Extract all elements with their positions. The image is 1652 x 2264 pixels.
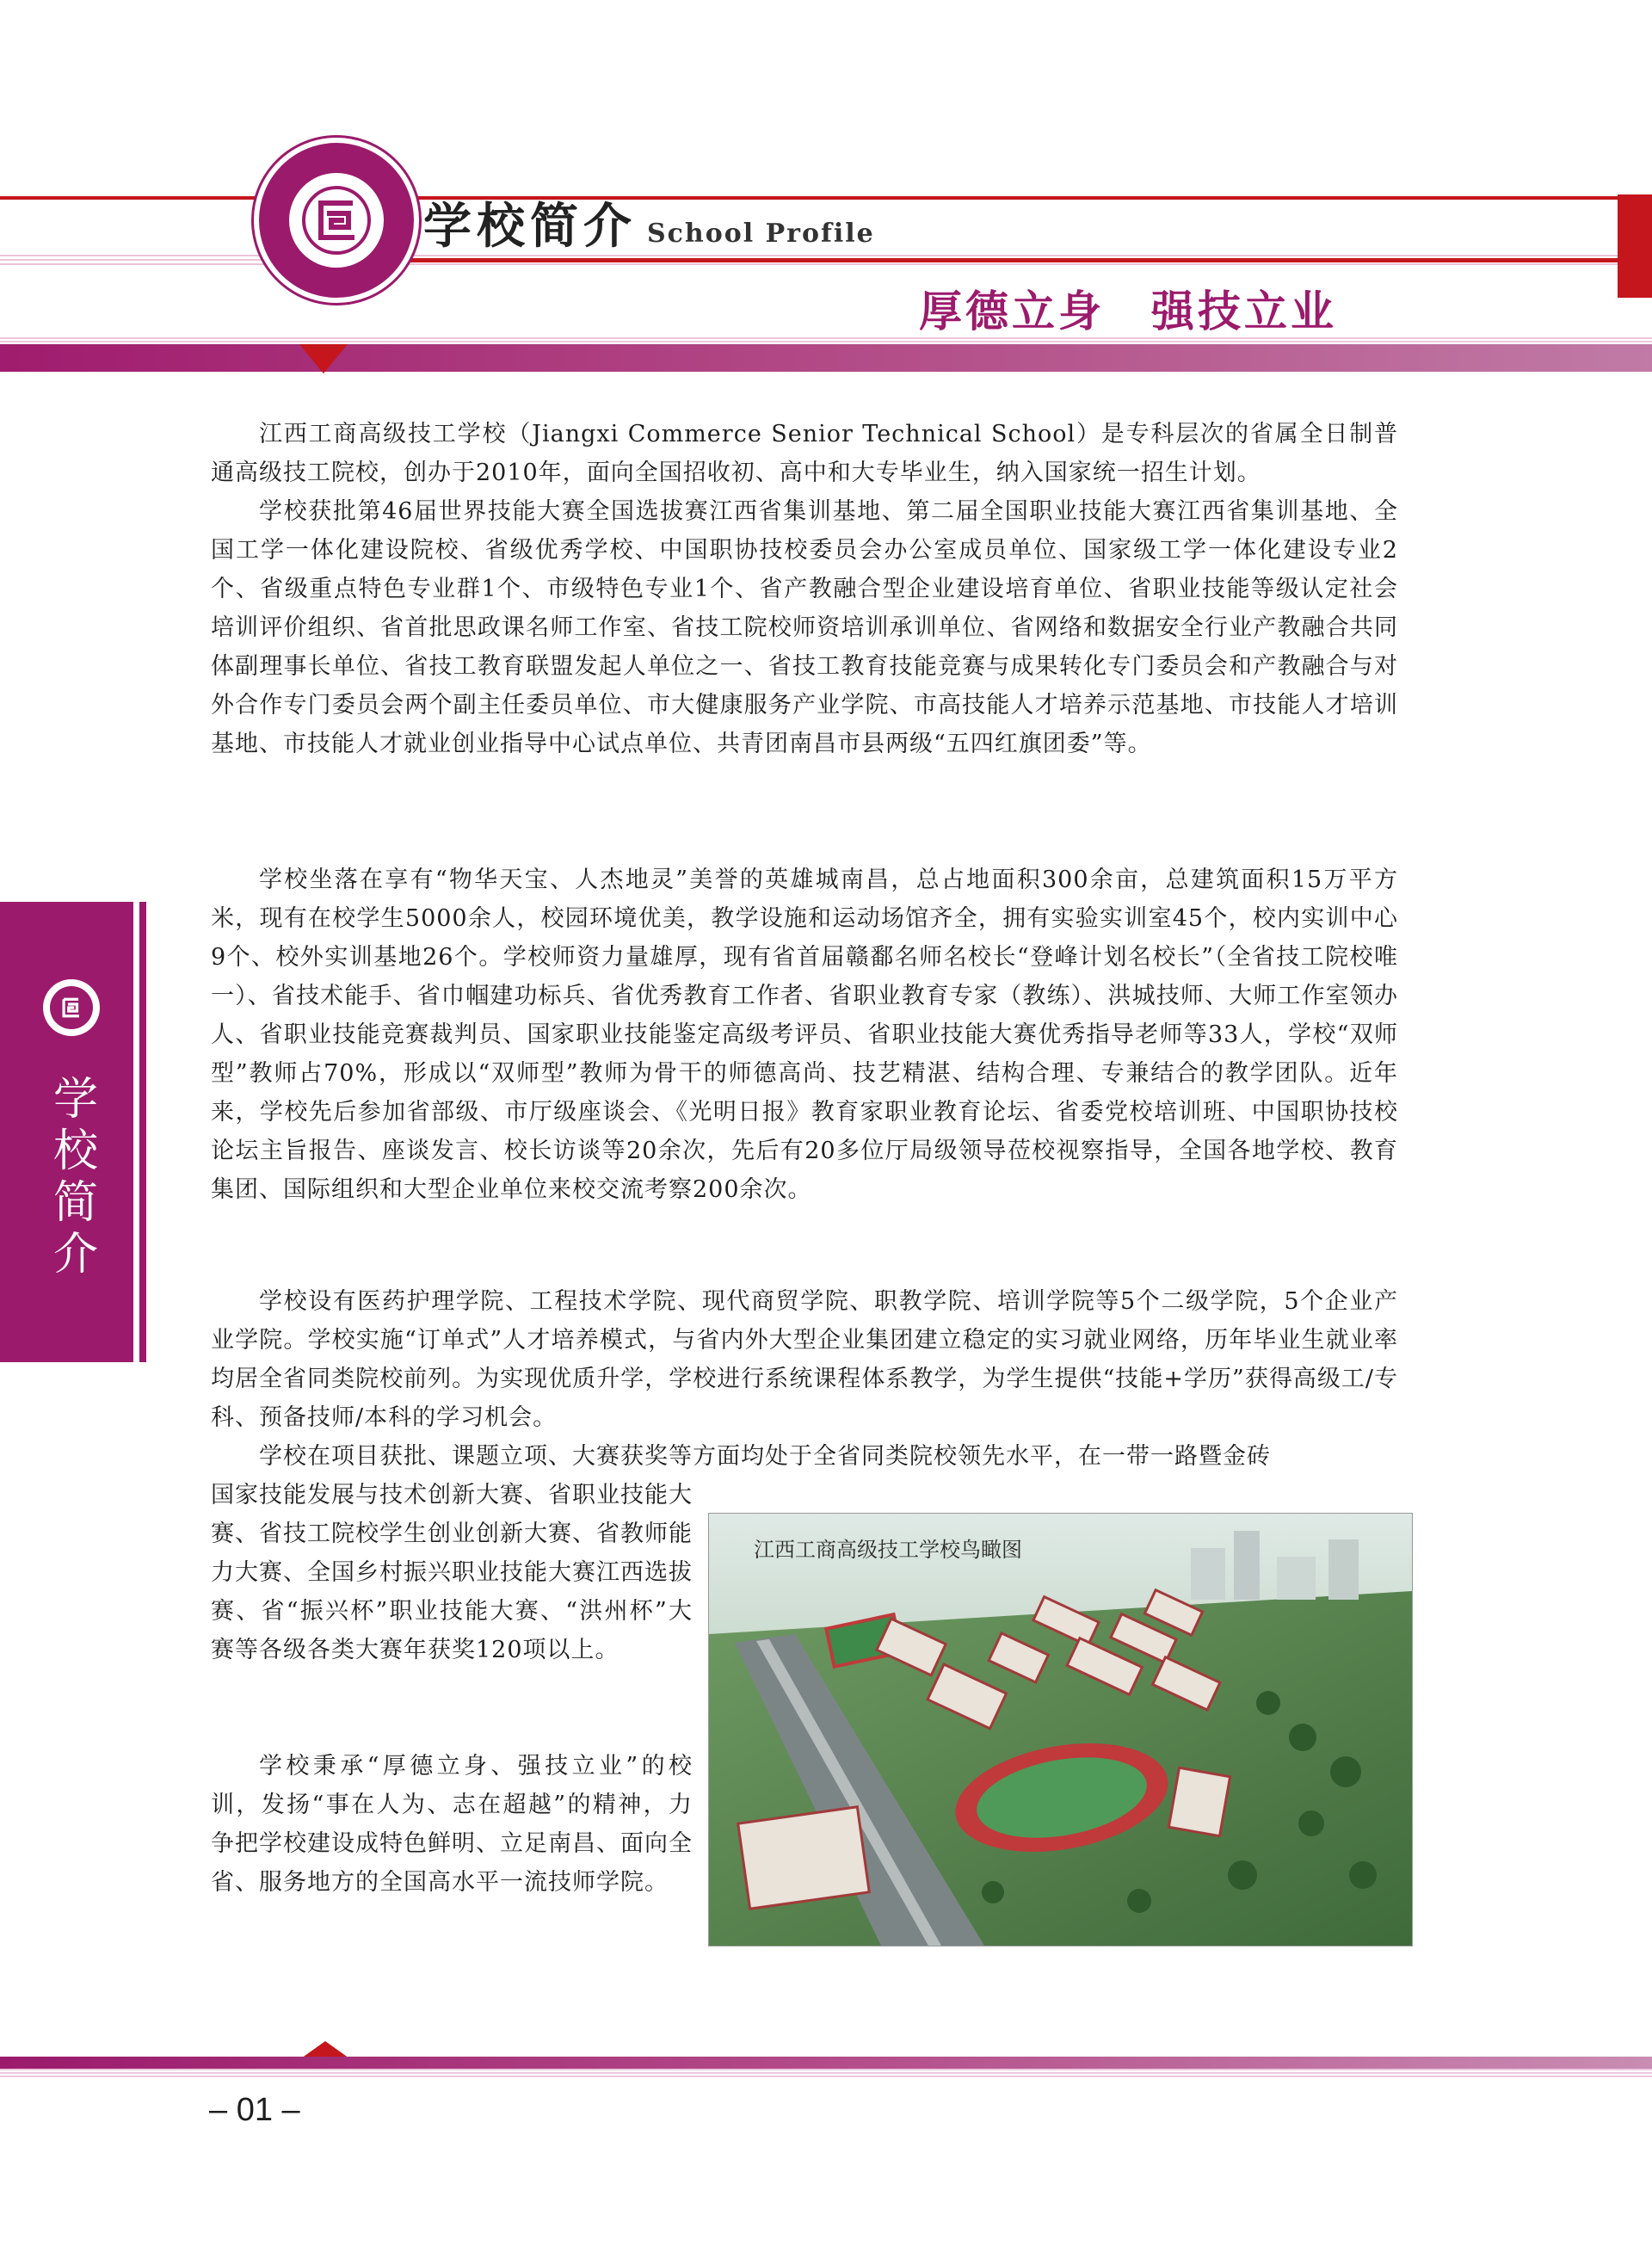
awards-paragraph-continued: 国家技能发展与技术创新大赛、省职业技能大赛、省技工院校学生创业创新大赛、省教师能力大赛、全国乡村振兴职业技能大赛江西选拔赛、省“振兴杯”职业技能大赛、“洪州杯”大赛等各级各类大赛年获奖120项以上。	[211, 1482, 693, 1663]
header-notch	[299, 344, 348, 373]
side-tab-char: 校	[53, 1126, 99, 1177]
campus-aerial-photo	[708, 1513, 1413, 1946]
school-emblem-icon	[57, 993, 86, 1022]
honors-paragraph: 学校获批第46届世界技能大赛全国选拔赛江西省集训基地、第二届全国职业技能大赛江西省集训基地、全国工学一体化建设院校、省级优秀学校、中国职协技校委员会办公室成员单位、国家级工学一体化建设专业2个、省级重点特色专业群1个、市级特色专业1个、省产教融合型企业建设培育单位、省职业技能等级认定社会培训评价组织、省首批思政课名师工作室、省技工院校师资培训承训单位、省网络和数据安全行业产教融合共同体副理事长单位、省技工教育联盟发起人单位之一、省技工教育技能竞赛与成果转化专门委员会和产教融合与对外合作专门委员会两个副主任委员单位、市大健康服务产业学院、市高技能人才培养示范基地、市技能人才培训基地、市技能人才就业创业指导中心试点单位、共青团南昌市县两级“五四红旗团委”等。	[211, 498, 1398, 757]
awards-paragraph-lead: 学校在项目获批、课题立项、大赛获奖等方面均处于全省同类院校领先水平，在一带一路暨金砖	[259, 1443, 1271, 1470]
side-tab-char: 介	[53, 1229, 99, 1280]
side-tab-label	[53, 1074, 99, 1280]
header-title-underline	[404, 258, 1618, 262]
section-title: 学校简介	[423, 198, 637, 255]
header-red-rule	[0, 196, 1652, 200]
campus-faculty-paragraph: 学校坐落在享有“物华天宝、人杰地灵”美誉的英雄城南昌，总占地面积300余亩，总建筑面积15万平方米，现有在校学生5000余人，校园环境优美，教学设施和运动场馆齐全，拥有实验实训室45个，校内实训中心9个、校外实训基地26个。学校师资力量雄厚，现有省首届赣鄱名师名校长“登峰计划名校长”（全省技工院校唯一）、省技术能手、省巾帼建功标兵、省优秀教育工作者、省职业教育专家（教练）、洪城技师、大师工作室领办人、省职业技能竞赛裁判员、国家职业技能鉴定高级考评员、省职业技能大赛优秀指导老师等33人，学校“双师型”教师占70%，形成以“双师型”教师为骨干的师德高尚、技艺精湛、结构合理、专兼结合的教学团队。近年来，学校先后参加省部级、市厅级座谈会、《光明日报》教育家职业教育论坛、省委党校培训班、中国职协技校论坛主旨报告、座谈发言、校长访谈等20余次，先后有20多位厅局级领导莅校视察指导，全国各地学校、教育集团、国际组织和大型企业单位来校交流考察200余次。	[211, 867, 1398, 1203]
header-bottom-stripes	[0, 337, 1652, 344]
school-motto: 厚德立身 强技立业	[919, 286, 1337, 336]
footer-stripes	[0, 2069, 1652, 2077]
page-number: – 01 –	[209, 2092, 300, 2128]
side-tab-char: 学	[53, 1074, 99, 1126]
side-tab-rule	[139, 902, 146, 1362]
motto-paragraph: 学校秉承“厚德立身、强技立业”的校训，发扬“事在人为、志在超越”的精神，力争把学校建设成特色鲜明、立足南昌、面向全省、服务地方的全国高水平一流技师学院。	[211, 1753, 693, 1896]
footer-band	[0, 2057, 1652, 2069]
school-logo-emblem	[289, 173, 384, 268]
school-emblem-icon	[300, 184, 373, 256]
side-tab-char: 简	[53, 1177, 99, 1229]
footer-notch	[301, 2041, 349, 2058]
side-logo-emblem	[50, 986, 93, 1029]
side-tab-logo	[43, 979, 100, 1036]
aerial-photo-caption: 江西工商高级技工学校鸟瞰图	[754, 1538, 1022, 1562]
school-logo	[254, 138, 419, 303]
intro-paragraph: 江西工商高级技工学校（Jiangxi Commerce Senior Technical School）是专科层次的省属全日制普通高级技工院校，创办于2010年，面向全国招收初、高中和大专毕业生，纳入国家统一招生计划。	[211, 421, 1398, 486]
header-bottom-band	[0, 344, 1652, 372]
colleges-paragraph: 学校设有医药护理学院、工程技术学院、现代商贸学院、职教学院、培训学院等5个二级学院，5个企业产业学院。学校实施“订单式”人才培养模式，与省内外大型企业集团建立稳定的实习就业网络，历年毕业生就业率均居全省同类院校前列。为实现优质升学，学校进行系统课程体系教学，为学生提供“技能+学历”获得高级工/专科、预备技师/本科的学习机会。	[211, 1288, 1398, 1431]
section-title-english: School Profile	[647, 219, 875, 249]
header-right-accent	[1618, 194, 1652, 298]
aerial-photo-illustration	[709, 1514, 1412, 1946]
